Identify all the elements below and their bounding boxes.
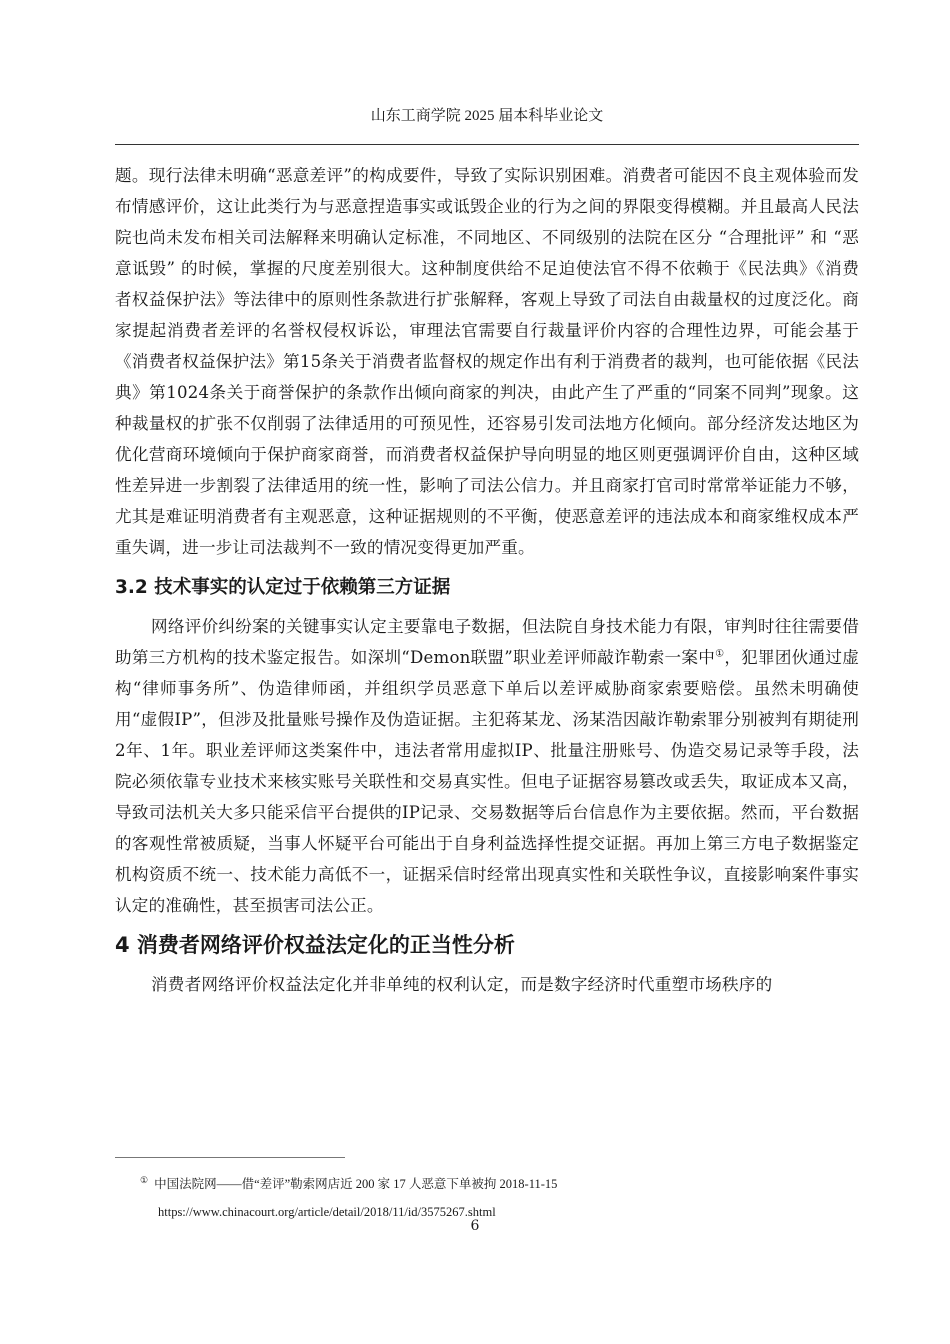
chapter-heading-4: 4 消费者网络评价权益法定化的正当性分析 [115,933,515,957]
footnote-mark: ① [140,1175,149,1185]
footnote-divider [115,1157,345,1158]
paragraph-text: 网络评价纠纷案的关键事实认定主要靠电子数据，但法院自身技术能力有限，审判时往往需要借助第三方机构的技术鉴定报告。如深圳“Demon联盟”职业差评师敲诈勒索一案中 [115,617,859,667]
footnote-url[interactable]: https://www.chinacourt.org/article/detail/2018/11/id/3575267.shtml [158,1205,496,1220]
footnote-text: 中国法院网——借“差评”勒索网店近 200 家 17 人恶意下单被拘 2018-11-15 [154,1177,558,1192]
paragraph [115,611,859,921]
running-header: 山东工商学院 2025 届本科毕业论文 [370,108,604,124]
header-divider [115,144,859,145]
paragraph-text: ，犯罪团伙通过虚构“律师事务所”、伪造律师函，并组织学员恶意下单后以差评威胁商家索要赔偿。虽然未明确使用“虚假IP”，但涉及批量账号操作及伪造证据。主犯蒋某龙、汤某浩因敲诈勒索罪分别被判有期徒刑2年、1年。职业差评师这类案件中，违法者常用虚拟IP、批量注册账号、伪造交易记录等手段，法院必须依靠专业技术来核实账号关联性和交易真实性。但电子证据容易篡改或丢失，取证成本又高，导致司法机关大多只能采信平台提供的IP记录、交易数据等后台信息作为主要依据。然而，平台数据的客观性常被质疑，当事人怀疑平台可能出于自身利益选择性提交证据。再加上第三方电子数据鉴定机构资质不统一、技术能力高低不一，证据采信时经常出现真实性和关联性争议，直接影响案件事实认定的准确性，甚至损害司法公正。 [115,648,859,915]
paragraph: 题。现行法律未明确“恶意差评”的构成要件，导致了实际识别困难。消费者可能因不良主观体验而发布情感评价，这让此类行为与恶意捏造事实或诋毁企业的行为之间的界限变得模糊。并且最高人民法院也尚未发布相关司法解释来明确认定标准，不同地区、不同级别的法院在区分 “合理批评” 和 “恶意诋毁” 的时候，掌握的尺度差别很大。这种制度供给不足迫使法官不得不依赖于《民法典》《消费者权益保护法》等法律中的原则性条款进行扩张解释，客观上导致了司法自由裁量权的过度泛化。商家提起消费者差评的名誉权侵权诉讼，审理法官需要自行裁量评价内容的合理性边界，可能会基于《消费者权益保护法》第15条关于消费者监督权的规定作出有利于消费者的裁判，也可能依据《民法典》第1024条关于商誉保护的条款作出倾向商家的判决，由此产生了严重的“同案不同判”现象。这种裁量权的扩张不仅削弱了法律适用的可预见性，还容易引发司法地方化倾向。部分经济发达地区为优化营商环境倾向于保护商家商誉，而消费者权益保护导向明显的地区则更强调评价自由，这种区域性差异进一步割裂了法律适用的统一性，影响了司法公信力。并且商家打官司时常常举证能力不够，尤其是难证明消费者有主观恶意，这种证据规则的不平衡，使恶意差评的违法成本和商家维权成本严重失调，进一步让司法裁判不一致的情况变得更加严重。 [115,166,859,557]
page-body [115,160,859,1000]
page-number: 6 [470,1218,480,1234]
paragraph: 消费者网络评价权益法定化并非单纯的权利认定，而是数字经济时代重塑市场秩序的 [151,975,773,994]
section-heading-3-2: 3.2 技术事实的认定过于依赖第三方证据 [115,577,451,598]
footnote-reference[interactable]: ① [715,648,725,660]
